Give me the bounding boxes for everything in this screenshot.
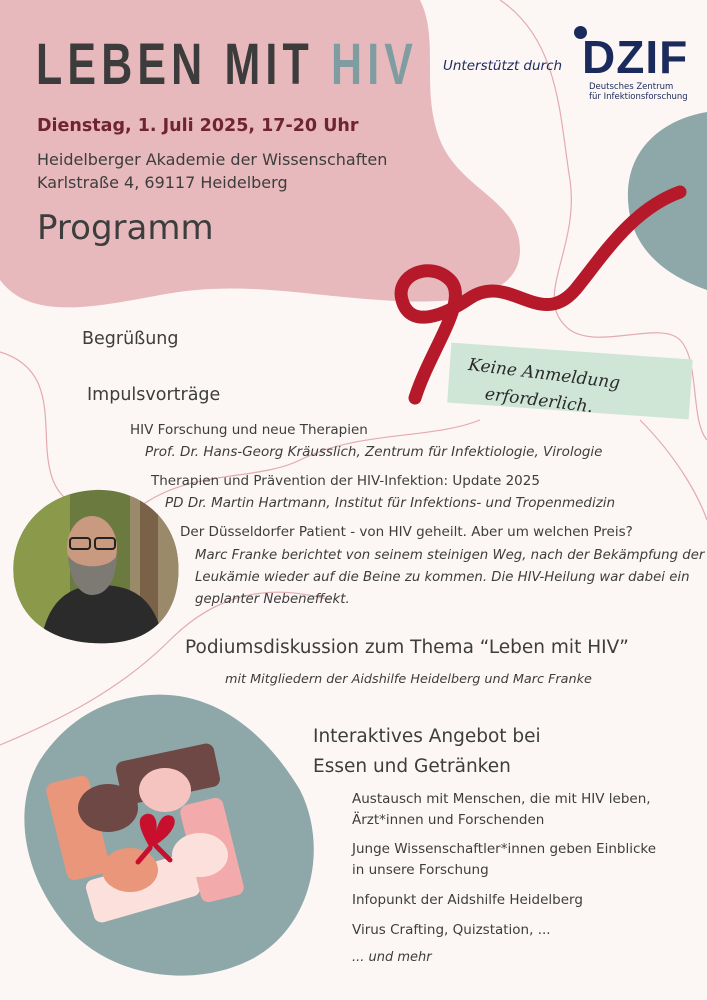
title-part2: HIV xyxy=(331,32,419,97)
and-more-text: ... und mehr xyxy=(352,950,432,965)
item2-line2: in unsere Forschung xyxy=(352,862,489,878)
note-line2: erforderlich. xyxy=(483,384,595,418)
talk3-desc-line3: geplanter Nebeneffekt. xyxy=(195,592,350,607)
talk1-speaker: Prof. Dr. Hans-Georg Kräusslich, Zentrum für Infektiologie, Virologie xyxy=(145,444,603,460)
title-part1: LEBEN MIT xyxy=(36,32,314,97)
venue-line1: Heidelberger Akademie der Wissenschaften xyxy=(37,150,388,169)
programm-heading: Programm xyxy=(37,208,214,248)
list-item xyxy=(352,890,583,911)
event-date: Dienstag, 1. Juli 2025, 17-20 Uhr xyxy=(37,116,359,136)
list-item xyxy=(352,789,651,831)
list-item xyxy=(352,920,551,941)
talk3-description xyxy=(195,545,704,611)
welcome-heading: Begrüßung xyxy=(82,329,179,349)
talk1-title: HIV Forschung und neue Therapien xyxy=(130,422,368,438)
podium-subtitle: mit Mitgliedern der Aidshilfe Heidelberg und Marc Franke xyxy=(225,672,592,687)
dzif-subtitle xyxy=(589,83,688,103)
talk3-desc-line1: Marc Franke berichtet von seinem steinigen Weg, nach der Bekämpfung der xyxy=(195,548,705,563)
dzif-logo: DZIF xyxy=(582,31,689,83)
portrait-photo xyxy=(0,480,190,650)
talk3-desc-line2: Leukämie wieder auf die Beine zu kommen. Die HIV-Heilung war dabei ein xyxy=(195,570,690,585)
item4: Virus Crafting, Quizstation, ... xyxy=(352,922,551,938)
talk2-speaker: PD Dr. Martin Hartmann, Institut für Infektions- und Tropenmedizin xyxy=(165,495,616,511)
dzif-sub-line1: Deutsches Zentrum xyxy=(589,82,674,92)
note-line1: Keine Anmeldung xyxy=(467,354,622,394)
item3: Infopunkt der Aidshilfe Heidelberg xyxy=(352,892,583,908)
podium-title: Podiumsdiskussion zum Thema “Leben mit HIV” xyxy=(185,637,629,658)
thin-line-right xyxy=(640,420,707,520)
supported-by-label: Unterstützt durch xyxy=(443,58,563,74)
list-item xyxy=(352,839,656,881)
dzif-sub-line2: für Infektionsforschung xyxy=(589,91,688,102)
item1-line1: Austausch mit Menschen, die mit HIV leben, xyxy=(352,791,651,807)
interactive-heading xyxy=(313,722,541,782)
talk2-title: Therapien und Prävention der HIV-Infektion: Update 2025 xyxy=(151,473,540,489)
item2-line1: Junge Wissenschaftler*innen geben Einblicke xyxy=(352,841,657,857)
venue-line2: Karlstraße 4, 69117 Heidelberg xyxy=(37,173,288,192)
talks-heading: Impulsvorträge xyxy=(87,385,221,405)
item1-line2: Ärzt*innen und Forschenden xyxy=(352,812,545,828)
interactive-line1: Interaktives Angebot bei xyxy=(313,726,541,747)
interactive-line2: Essen und Getränken xyxy=(313,756,511,777)
talk3-title: Der Düsseldorfer Patient - von HIV geheilt. Aber um welchen Preis? xyxy=(180,524,633,540)
page-title xyxy=(36,32,419,97)
